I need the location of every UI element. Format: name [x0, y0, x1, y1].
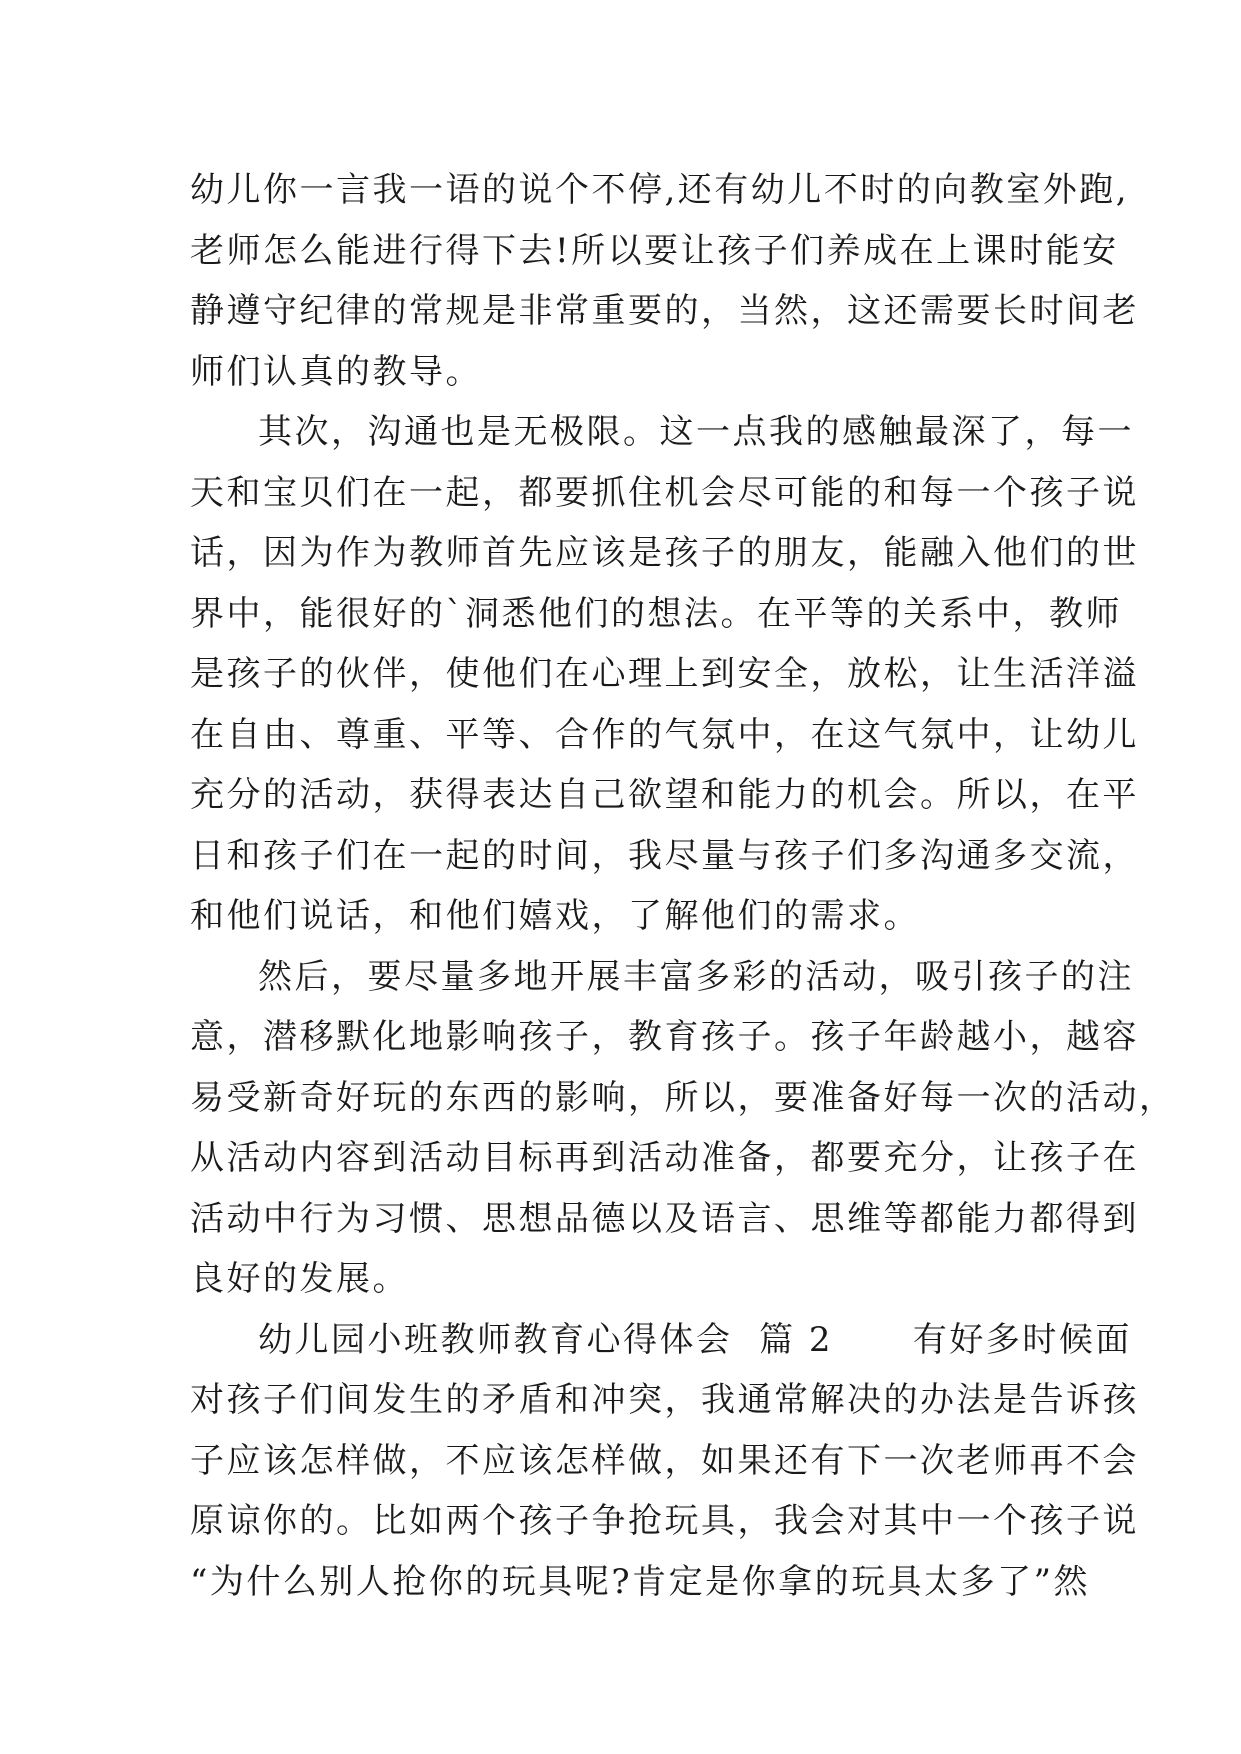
text-line: 在自由、尊重、平等、合作的气氛中，在这气氛中，让幼儿: [190, 714, 1139, 755]
text-line: 话，因为作为教师首先应该是孩子的朋友，能融入他们的世: [190, 533, 1139, 573]
text-line: 活动中行为习惯、思想品德以及语言、思维等都能力都得到: [190, 1198, 1139, 1239]
text-line: 充分的活动，获得表达自己欲望和能力的机会。所以，在平: [190, 775, 1139, 815]
text-line: 天和宝贝们在一起，都要抓住机会尽可能的和每一个孩子说: [190, 472, 1139, 513]
text-line: 易受新奇好玩的东西的影响，所以，要准备好每一次的活动，: [190, 1077, 1176, 1118]
text-line: 子应该怎样做，不应该怎样做，如果还有下一次老师再不会: [190, 1440, 1139, 1481]
text-line: 日和孩子们在一起的时间，我尽量与孩子们多沟通多交流，: [190, 835, 1139, 876]
paragraph-first-line: 然后，要尽量多地开展丰富多彩的活动，吸引孩子的注: [258, 956, 1134, 997]
text-line: 老师怎么能进行得下去!所以要让孩子们养成在上课时能安: [190, 230, 1119, 271]
text-line: 是孩子的伙伴，使他们在心理上到安全，放松，让生活洋溢: [190, 654, 1139, 694]
text-line: 静遵守纪律的常规是非常重要的，当然，这还需要长时间老: [190, 291, 1139, 331]
text-line: 原谅你的。比如两个孩子争抢玩具，我会对其中一个孩子说: [190, 1501, 1139, 1541]
text-line: 和他们说话，和他们嬉戏，了解他们的需求。: [190, 896, 920, 936]
section-heading-line: 幼儿园小班教师教育心得体会 篇 2 有好多时候面: [258, 1319, 1132, 1360]
text-line: 从活动内容到活动目标再到活动准备，都要充分，让孩子在: [190, 1138, 1139, 1178]
text-line: “为什么别人抢你的玩具呢?肯定是你拿的玩具太多了”然: [190, 1561, 1090, 1602]
text-line: 幼儿你一言我一语的说个不停,还有幼儿不时的向教室外跑,: [190, 170, 1130, 210]
paragraph-first-line: 其次，沟通也是无极限。这一点我的感触最深了，每一: [258, 412, 1134, 452]
text-line: 意，潜移默化地影响孩子，教育孩子。孩子年龄越小，越容: [190, 1017, 1139, 1057]
text-line: 对孩子们间发生的矛盾和冲突，我通常解决的办法是告诉孩: [190, 1380, 1139, 1420]
text-line: 界中，能很好的`洞悉他们的想法。在平等的关系中，教师: [190, 593, 1122, 634]
body-text: [190, 160, 1176, 1612]
text-line: 良好的发展。: [190, 1259, 409, 1299]
text-line: 师们认真的教导。: [190, 351, 482, 392]
